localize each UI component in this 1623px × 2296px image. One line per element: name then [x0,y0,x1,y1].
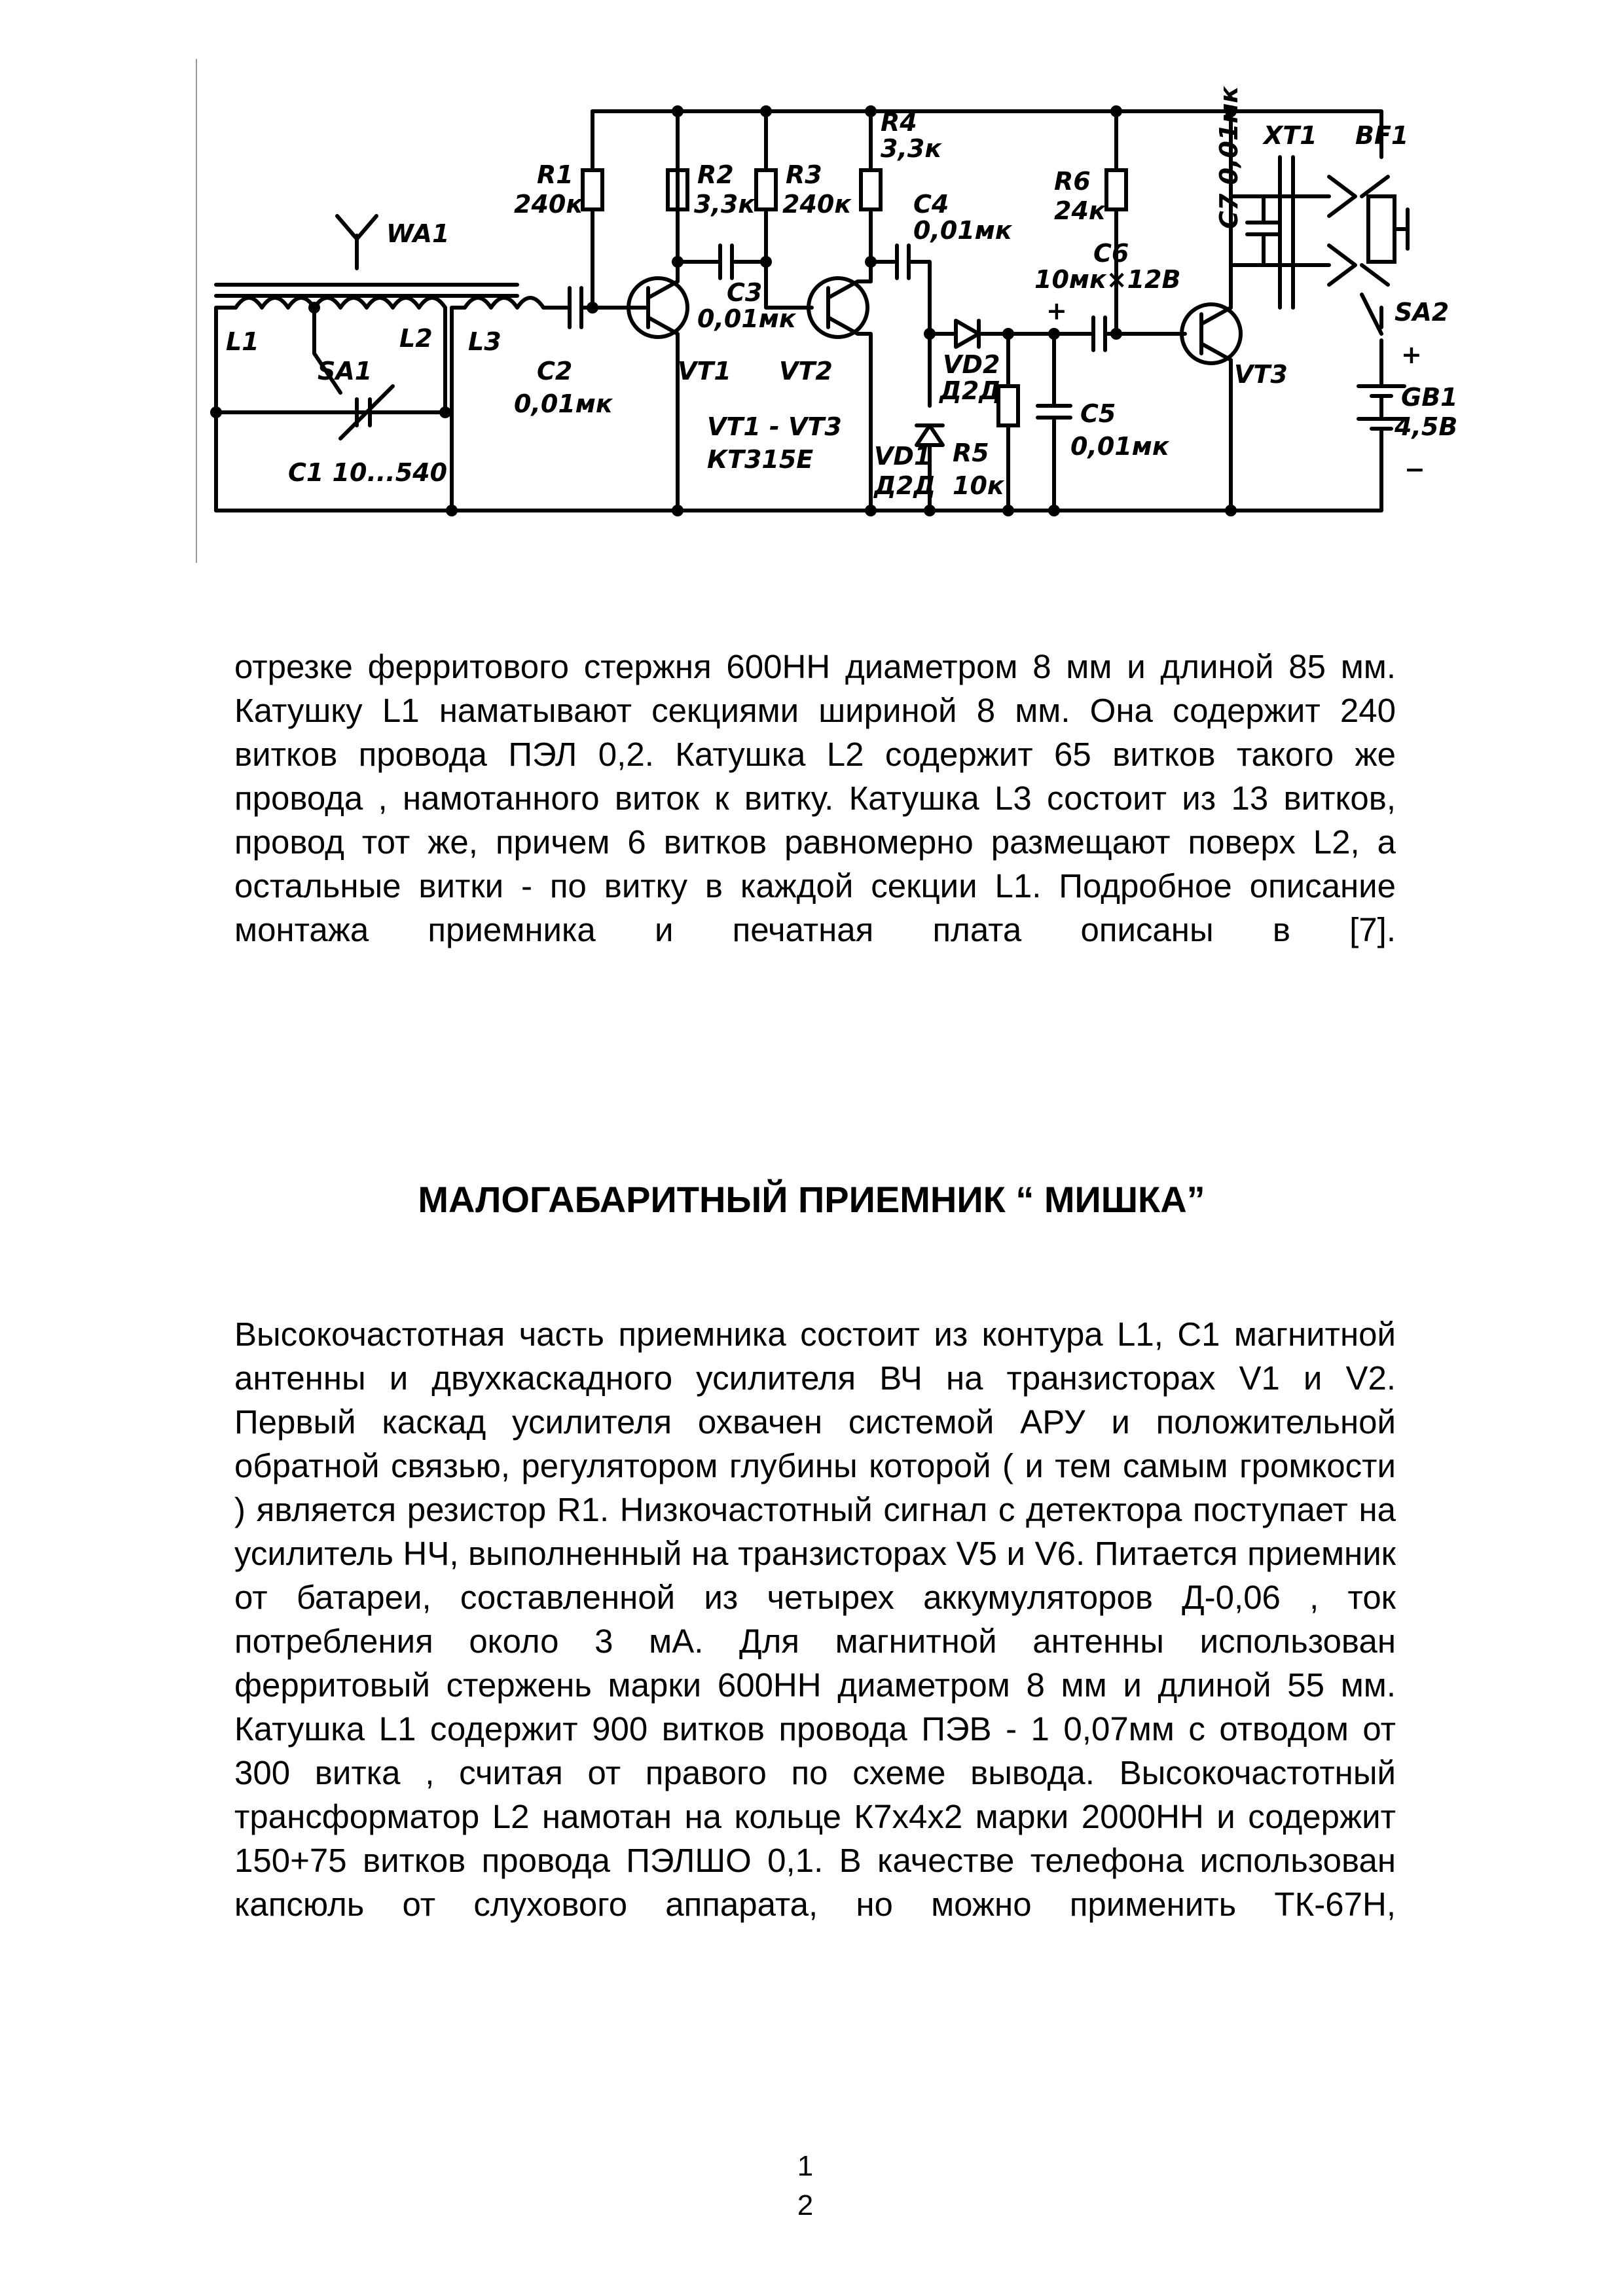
label-vd2: VD2 [943,350,1000,379]
label-xt1: XT1 [1264,121,1317,150]
label-r2: R2 [697,160,734,189]
label-sa1: SA1 [318,357,373,386]
switch-sa2-icon [1362,295,1381,360]
label-l1: L1 [226,327,259,356]
capacitor-c2-icon [556,288,648,327]
label-r4-value: 3,3к [881,134,942,163]
capacitor-c3-icon [678,245,766,278]
label-vt3: VT3 [1234,360,1288,389]
label-c4-value: 0,01мк [913,216,1012,245]
label-c4: C4 [913,190,949,219]
capacitor-c4-icon [871,245,930,334]
junction-dot [210,406,222,418]
junction-dot [1225,505,1237,516]
label-battery-plus: + [1401,340,1422,369]
section-heading: МАЛОГАБАРИТНЫЙ ПРИЕМНИК “ МИШКА” [418,1179,1205,1220]
label-c7: C7 0,01мк [1214,86,1243,229]
page-number-line2: 2 [797,2189,814,2221]
label-vt-type: КТ315Е [707,445,814,474]
paragraph-coil-description: отрезке ферритового стержня 600НН диаметром 8 мм и длиной 85 мм. Катушку L1 наматывают секциями шириной 8 мм. Она содержит 240 витков провода ПЭЛ 0,2. Катушка L2 содержит 65 витков такого же провода , намотанного виток к витку. Катушка L3 состоит из 13 витков, провод тот же, причем 6 витков равномерно размещают поверх L2, а остальные витки - по витку в каждой секции L1. Подробное описание монтажа приемника и печатная плата описаны в [7]. [234,648,1396,948]
label-r5: R5 [953,439,989,467]
junction-dot [308,302,320,314]
earphone-bf1-icon [1368,196,1408,262]
label-sa2: SA2 [1395,298,1450,327]
label-r5-value: 10к [953,471,1004,500]
label-r6-value: 24к [1054,196,1106,225]
label-vt1: VT1 [678,357,731,386]
junction-dot [865,105,877,117]
label-r3-value: 240к [782,190,852,219]
label-c5: C5 [1080,399,1116,428]
label-r6: R6 [1054,167,1091,196]
label-gb1-value: 4,5В [1395,412,1458,441]
label-c2-value: 0,01мк [514,389,613,418]
label-l3: L3 [468,327,501,356]
label-vd1-value: Д2Д [874,471,936,500]
junction-dot [924,505,936,516]
junction-dot [1002,328,1014,340]
junction-dot [760,256,772,268]
junction-dot [587,302,598,314]
antenna-icon [337,216,376,268]
label-vt2: VT2 [779,357,833,386]
junction-dot [439,406,451,418]
label-vd1: VD1 [874,442,932,471]
label-c3: C3 [727,278,763,307]
label-c6-value: 10мк×12В [1034,265,1181,294]
label-wa1: WA1 [386,219,450,248]
junction-dot [760,105,772,117]
resistor-r6-icon [1106,111,1126,334]
label-l2: L2 [399,324,433,353]
label-c5-value: 0,01мк [1070,432,1169,461]
label-r1: R1 [537,160,574,189]
label-battery-minus: − [1404,455,1425,484]
label-c6-plus: + [1046,296,1067,325]
label-r4: R4 [881,108,917,137]
junction-dot [1048,328,1060,340]
label-c6: C6 [1093,239,1129,268]
ferrite-rod [216,285,517,296]
junction-dot [1110,105,1122,117]
junction-dot [865,505,877,516]
junction-dot [672,105,684,117]
junction-dot [672,505,684,516]
label-r3: R3 [786,160,822,189]
label-vd2-value: Д2Д [939,376,1002,405]
label-bf1: BF1 [1355,121,1409,150]
junction-dot [1110,328,1122,340]
capacitor-c5-icon [1038,334,1070,511]
junction-dot [1048,505,1060,516]
junction-dot [1002,505,1014,516]
label-vt-range: VT1 - VT3 [707,412,842,441]
label-c3-value: 0,01мк [697,304,796,333]
junction-dot [446,505,458,516]
battery-gb1-icon [1359,360,1404,458]
label-c1: C1 10...540 [288,458,448,487]
label-gb1: GB1 [1401,383,1458,412]
label-r2-value: 3,3к [694,190,756,219]
paragraph-receiver-description: Высокочастотная часть приемника состоит из контура L1, C1 магнитной антенны и двухкаскадного усилителя ВЧ на транзисторах V1 и V2. Первый каскад усилителя охвачен системой АРУ и положительной обратной связью, регулятором глубины которой ( и тем самым громкости ) является резистор R1. Низкочастотный сигнал с детектора поступает на усилитель НЧ, выполненный на транзисторах V5 и V6. Питается приемник от батареи, составленной из четырех аккумуляторов Д-0,06 , ток потребления около 3 мА. Для магнитной антенны использован ферритовый стержень марки 600НН диаметром 8 мм и длиной 55 мм. Катушка L1 содержит 900 витков провода ПЭВ - 1 0,07мм с отводом от 300 витка , считая от правого по схеме вывода. Высокочастотный трансформатор L2 намотан на кольце К7х4х2 марки 2000НН и содержит 150+75 витков провода ПЭЛШО 0,1. В качестве телефона использован капсюль от слухового аппарата, но можно применить ТК-67Н, [234,1316,1396,1923]
page-number-line1: 1 [797,2150,814,2182]
transistor-vt2-icon [809,278,871,511]
label-r1-value: 240к [514,190,583,219]
resistor-r1-icon [583,111,602,308]
circuit-schematic [190,59,1458,569]
capacitor-c6-icon [1080,317,1185,350]
label-c2: C2 [537,357,573,386]
